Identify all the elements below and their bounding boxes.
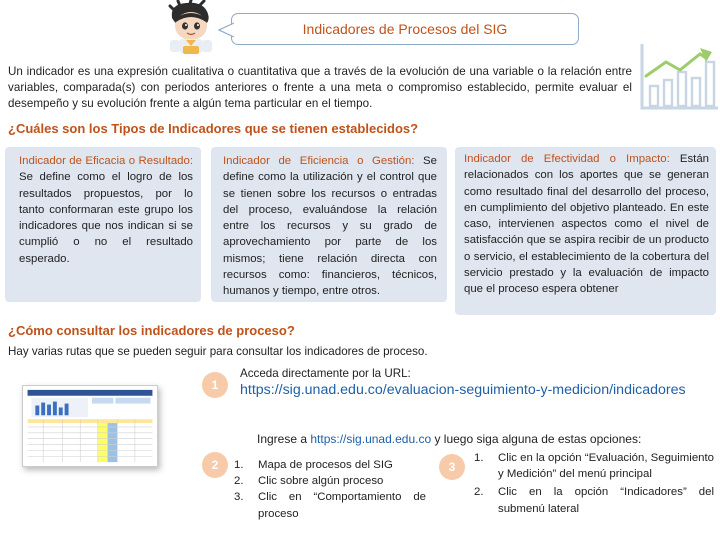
card-efectividad bbox=[455, 147, 716, 315]
list-number: 3. bbox=[234, 491, 244, 504]
card-eficacia-text: Se define como el logro de los resultados propuestos, por lo tanto conformaran este grupo los indicadores que nos indican si se cumplió o no el resultado esperado. bbox=[19, 171, 193, 265]
list-text: Clic en la opción “Evaluación, Seguimiento y Medición” del menú principal bbox=[498, 452, 714, 481]
list-text: Clic sobre algún proceso bbox=[258, 475, 384, 488]
consult-heading: ¿Cómo consultar los indicadores de proceso? bbox=[8, 323, 295, 338]
list-item bbox=[474, 450, 714, 482]
card-eficacia bbox=[5, 147, 201, 302]
sig-home-link[interactable]: https://sig.unad.edu.co bbox=[310, 432, 432, 446]
list-number: 1. bbox=[474, 452, 484, 464]
consult-intro: Hay varias rutas que se pueden seguir para consultar los indicadores de proceso. bbox=[8, 345, 428, 358]
spreadsheet-thumbnail bbox=[22, 385, 158, 467]
list-item bbox=[234, 489, 426, 521]
route-2-badge: 2 bbox=[202, 452, 228, 478]
card-efectividad-text: Están relacionados con los aportes que se generan como resultado final del desarrollo del proceso, en cumplimiento del objetivo planteado. En este caso, intervienen aspectos como el nivel de satisfacción que se aspira recibir de un producto o servicio, el establecimiento de la cobertura del servicio prestado y la evaluación de impacto que el proceso espera obtener bbox=[464, 153, 709, 296]
list-number: 2. bbox=[474, 486, 484, 499]
route-1-text: Acceda directamente por la URL: bbox=[240, 367, 411, 380]
route-3-list bbox=[474, 450, 714, 517]
card-efectividad-label: Indicador de Efectividad o Impacto: bbox=[464, 153, 670, 165]
list-item bbox=[474, 484, 714, 516]
title-bubble bbox=[231, 13, 579, 45]
list-number: 2. bbox=[234, 475, 244, 488]
page-title: Indicadores de Procesos del SIG bbox=[302, 21, 508, 37]
card-eficiencia bbox=[211, 147, 447, 302]
routes-intro bbox=[257, 432, 641, 446]
card-eficiencia-text: Se define como la utilización y el control que se tienen sobre los recursos o entradas del proceso, evaluándose la relación entre los recursos y su grado de aprovechamiento por parte de los mismos; tiene relación directa con recursos como: financieros, técnicos, humanos y tiempo, entre otros. bbox=[223, 155, 437, 298]
list-item bbox=[234, 473, 426, 489]
types-heading: ¿Cuáles son los Tipos de Indicadores que se tienen establecidos? bbox=[8, 121, 419, 136]
routes-intro-pre: Ingrese a bbox=[257, 432, 311, 446]
route-1-url-link[interactable]: https://sig.unad.edu.co/evaluacion-seguimiento-y-medicion/indicadores bbox=[240, 382, 686, 398]
routes-intro-post: y luego siga alguna de estas opciones: bbox=[431, 432, 642, 446]
route-2-list bbox=[234, 457, 426, 522]
list-text: Clic en “Comportamiento de proceso bbox=[258, 491, 426, 520]
list-text: Mapa de procesos del SIG bbox=[258, 459, 393, 471]
list-text: Clic en la opción “Indicadores” del submenú lateral bbox=[498, 486, 714, 515]
list-item bbox=[234, 457, 426, 473]
intro-paragraph: Un indicador es una expresión cualitativa o cuantitativa que a través de la evolución de una variable o la relación entre variables, comparada(s) con periodos anteriores o frente a una meta o compromiso establecido, permite evaluar el desempeño y su evolución frente a algún tema particular en el tiempo. bbox=[8, 65, 632, 111]
card-eficiencia-label: Indicador de Eficiencia o Gestión: bbox=[223, 155, 415, 167]
chart-growth-icon bbox=[636, 40, 720, 114]
list-number: 1. bbox=[234, 459, 244, 471]
mascot-avatar-icon bbox=[160, 0, 222, 56]
card-eficacia-label: Indicador de Eficacia o Resultado: bbox=[19, 155, 193, 167]
route-1-badge: 1 bbox=[202, 372, 228, 398]
speech-tail-icon bbox=[218, 22, 234, 38]
route-3-badge: 3 bbox=[439, 454, 465, 480]
